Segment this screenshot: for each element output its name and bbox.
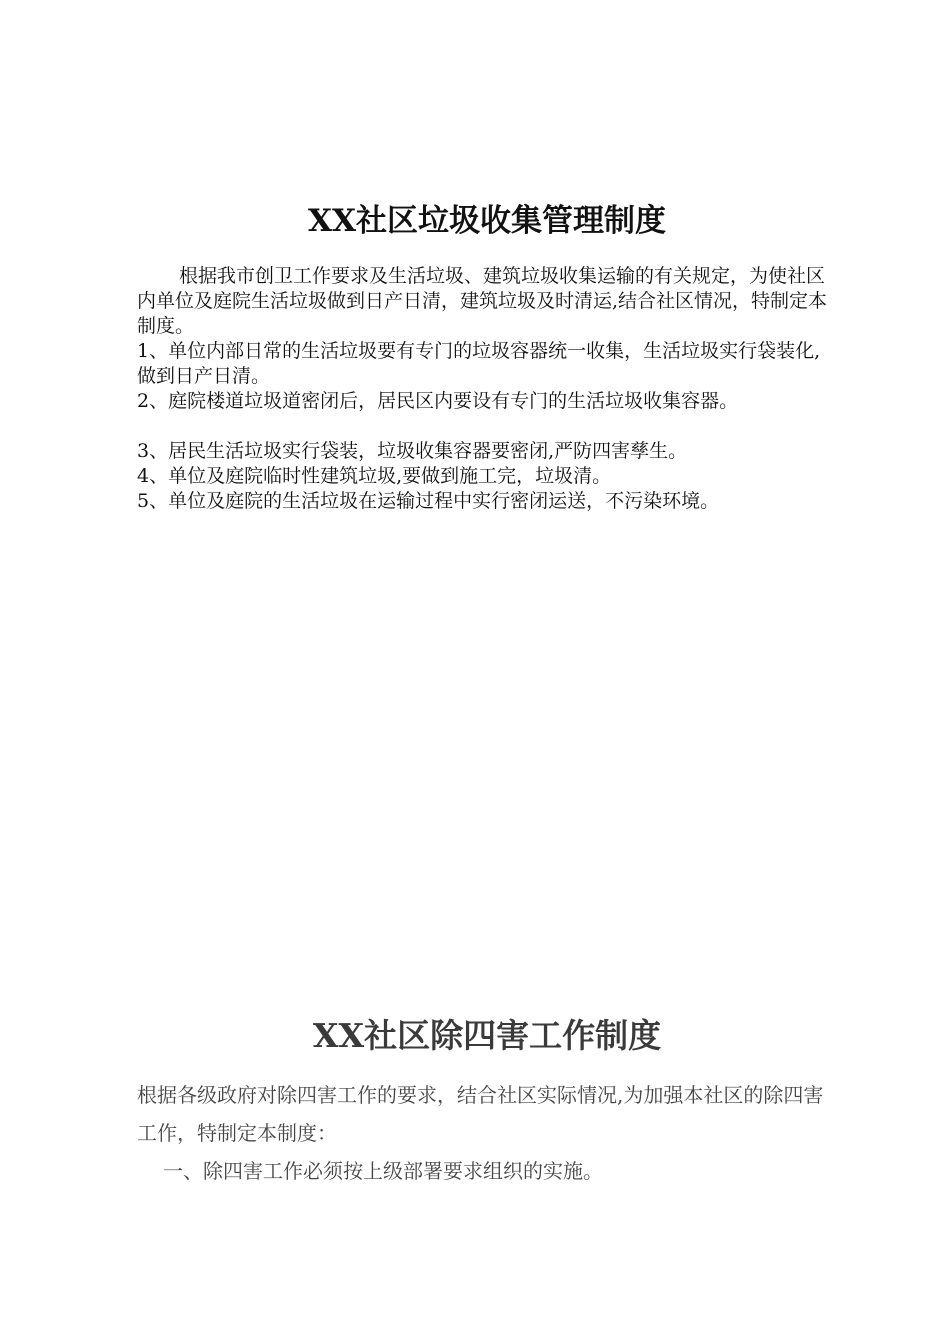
garbage-policy-item-5: 5、单位及庭院的生活垃圾在运输过程中实行密闭运送，不污染环境。 xyxy=(137,490,720,512)
pest-control-intro: 根据各级政府对除四害工作的要求，结合社区实际情况,为加强本社区的除四害工作，特制定本制度： xyxy=(137,1083,824,1145)
garbage-policy-item-2: 2、庭院楼道垃圾道密闭后，居民区内要设有专门的生活垃圾收集容器。 xyxy=(137,390,739,412)
garbage-policy-intro: 根据我市创卫工作要求及生活垃圾、建筑垃圾收集运输的有关规定，为使社区内单位及庭院生活垃圾做到日产日清，建筑垃圾及时清运,结合社区情况，特制定本制度。 xyxy=(137,265,828,337)
pest-control-section xyxy=(137,1012,837,1190)
garbage-policy-item-3: 3、居民生活垃圾实行袋装，垃圾收集容器要密闭,严防四害孳生。 xyxy=(137,440,688,462)
garbage-policy-item-1: 1、单位内部日常的生活垃圾要有专门的垃圾容器统一收集，生活垃圾实行袋装化,做到日产日清。 xyxy=(137,340,821,387)
pest-control-body xyxy=(137,1076,837,1190)
garbage-policy-item-4: 4、单位及庭院临时性建筑垃圾,要做到施工完，垃圾清。 xyxy=(137,465,612,487)
pest-control-item-1: 一、除四害工作必须按上级部署要求组织的实施。 xyxy=(163,1159,603,1183)
garbage-policy-section xyxy=(137,200,837,514)
pest-control-title: XX社区除四害工作制度 xyxy=(312,1016,662,1055)
garbage-policy-body xyxy=(137,264,837,514)
paragraph-gap xyxy=(137,414,837,439)
garbage-policy-title: XX社区垃圾收集管理制度 xyxy=(307,203,667,239)
